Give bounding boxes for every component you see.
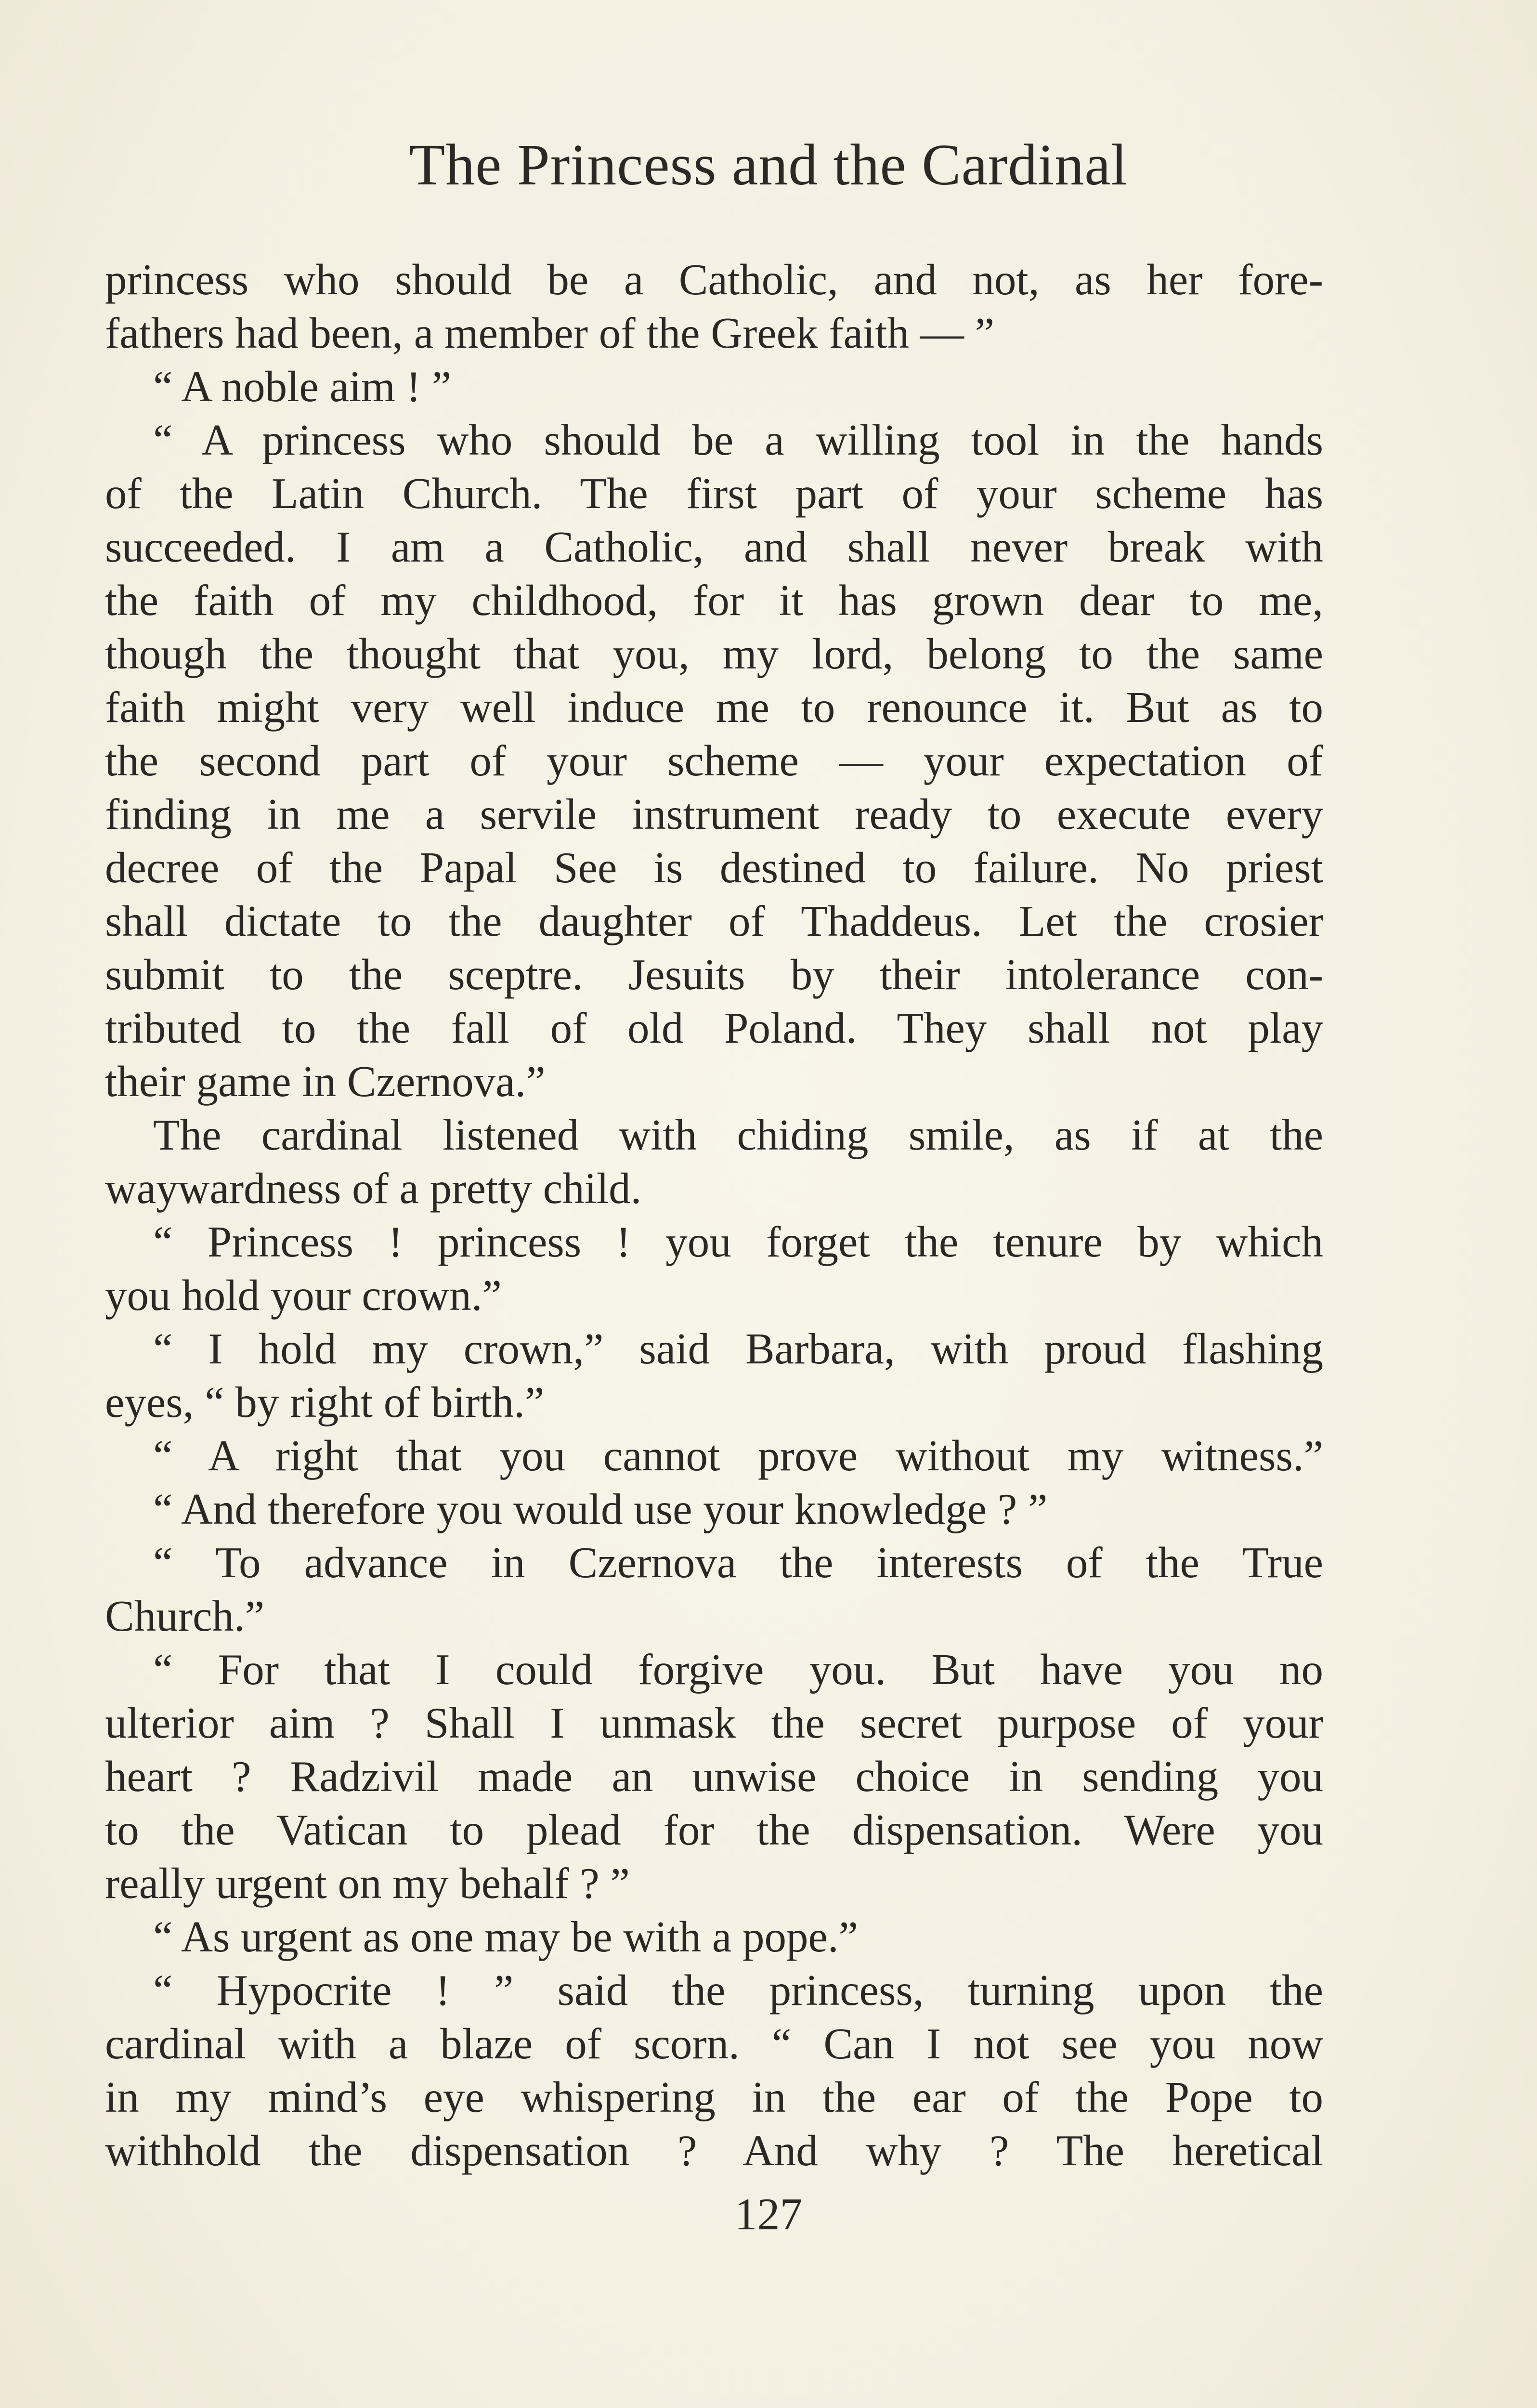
text-line: submit to the sceptre. Jesuits by their intolerance con- — [105, 950, 1323, 999]
watermark-text — [1175, 2406, 1503, 2408]
text-line: “ I hold my crown,” said Barbara, with proud flashing — [153, 1324, 1323, 1373]
text-line: ulterior aim ? Shall I unmask the secret purpose of your — [105, 1699, 1323, 1747]
page-number: 127 — [734, 2189, 803, 2239]
text-line: though the thought that you, my lord, belong to the same — [105, 629, 1323, 678]
text-line: “ A princess who should be a willing tool in the hands — [153, 416, 1323, 464]
text-line: fathers had been, a member of the Greek faith — ” — [105, 309, 994, 357]
text-line: the faith of my childhood, for it has grown dear to me, — [105, 576, 1323, 625]
text-line: “ Princess ! princess ! you forget the tenure by which — [153, 1217, 1323, 1266]
text-line: their game in Czernova.” — [105, 1057, 546, 1106]
text-line: “ To advance in Czernova the interests of the True — [153, 1538, 1323, 1587]
text-line: really urgent on my behalf ? ” — [105, 1859, 630, 1908]
text-line: succeeded. I am a Catholic, and shall never break with — [105, 523, 1323, 571]
text-line: “ Hypocrite ! ” said the princess, turning upon the — [153, 1966, 1323, 2015]
text-line: heart ? Radzivil made an unwise choice in sending you — [105, 1752, 1323, 1801]
text-line: Church.” — [105, 1592, 265, 1640]
text-line: shall dictate to the daughter of Thaddeus. Let the crosier — [105, 897, 1323, 945]
text-line: to the Vatican to plead for the dispensation. Were you — [105, 1806, 1323, 1854]
text-line: in my mind’s eye whispering in the ear of the Pope to — [105, 2073, 1323, 2121]
text-line: finding in me a servile instrument ready to execute every — [105, 790, 1323, 838]
text-line: eyes, “ by right of birth.” — [105, 1378, 545, 1426]
text-line: “ For that I could forgive you. But have you no — [153, 1645, 1323, 1694]
text-line: you hold your crown.” — [105, 1271, 502, 1320]
text-line: “ And therefore you would use your knowledge ? ” — [153, 1485, 1048, 1533]
text-line: of the Latin Church. The first part of your scheme has — [105, 469, 1323, 518]
text-line: The cardinal listened with chiding smile, as if at the — [153, 1111, 1323, 1159]
text-line: waywardness of a pretty child. — [105, 1164, 642, 1213]
text-line: the second part of your scheme — your expectation of — [105, 736, 1323, 785]
text-line: tributed to the fall of old Poland. They shall not play — [105, 1004, 1323, 1052]
body-text — [105, 253, 1323, 2177]
running-title: The Princess and the Cardinal — [409, 132, 1128, 197]
text-line: withhold the dispensation ? And why ? The heretical — [105, 2126, 1323, 2175]
text-line: faith might very well induce me to renounce it. But as to — [105, 683, 1323, 732]
text-line: “ As urgent as one may be with a pope.” — [153, 1912, 859, 1961]
text-line: “ A right that you cannot prove without my witness.” — [153, 1431, 1323, 1480]
text-line: “ A noble aim ! ” — [153, 362, 452, 411]
text-line: princess who should be a Catholic, and not, as her fore- — [105, 255, 1323, 304]
text-line: decree of the Papal See is destined to failure. No priest — [105, 843, 1323, 892]
text-line: cardinal with a blaze of scorn. “ Can I not see you now — [105, 2019, 1323, 2068]
